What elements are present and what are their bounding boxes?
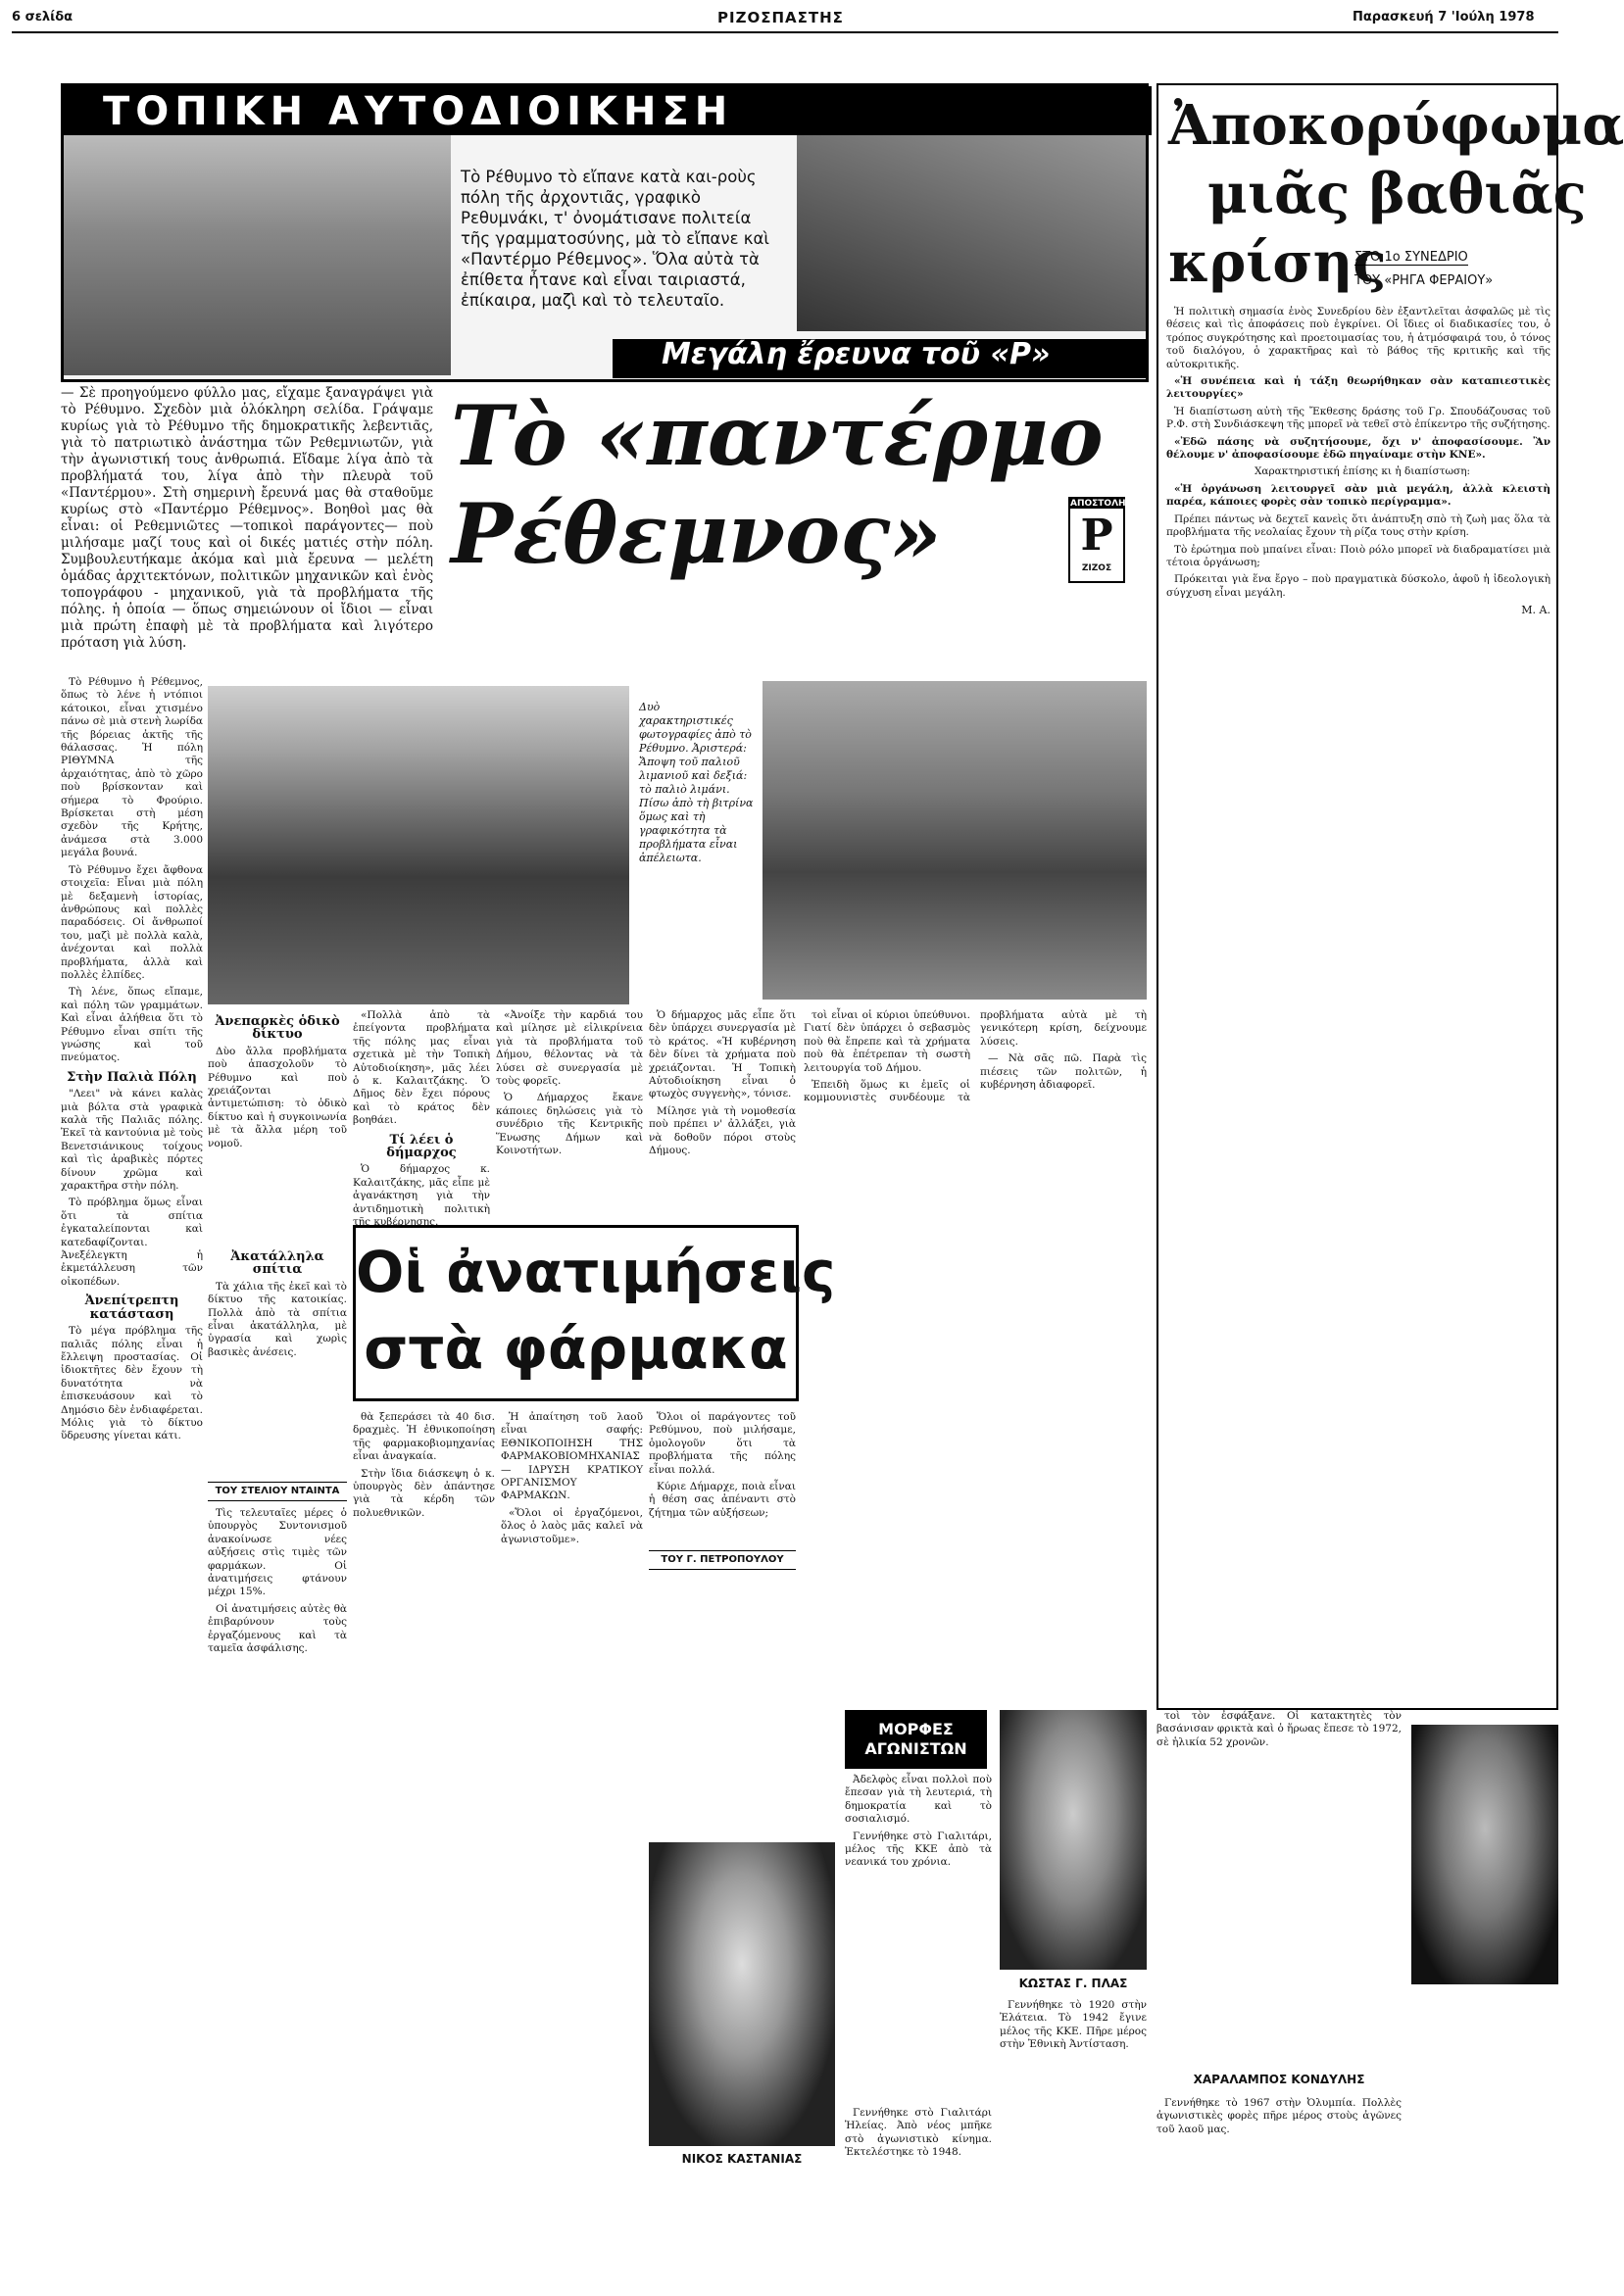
col2-paragraph: Τὰ χάλια τῆς ἐκεῖ καὶ τὸ δίκτυο τῆς κατοικίας. Πολλὰ ἀπὸ τὰ σπίτια εἶναι ἀκατάλληλα, μὲ ὑγρασία καὶ χωρὶς βασικὲς ἀνέσεις.: [208, 1280, 347, 1358]
fighters-banner: [845, 1710, 987, 1769]
byline-mid: [649, 1550, 796, 1570]
drug-col2-paragraph: Στὴν ἴδια διάσκεψη ὁ κ. ὑπουργὸς δὲν ἀπάντησε γιὰ τὰ κέρδη τῶν πολυεθνικῶν.: [353, 1467, 495, 1519]
name-nikos-kastanias: ΝΙΚΟΣ ΚΑΣΤΑΝΙΑΣ: [681, 2152, 803, 2166]
drug-column-1: [208, 1507, 347, 2278]
badge-letter: Ρ: [1080, 511, 1113, 561]
drug-col4-paragraph: Ὅλοι οἱ παράγοντες τοῦ Ρεθύμνου, ποὺ μιλήσαμε, ὁμολογοῦν ὅτι τὰ προβλήματα τῆς πόλης εἶναι πολλά.: [649, 1411, 796, 1476]
header-rule: [12, 31, 1558, 33]
fighters-paragraph: Ἀδελφὸς εἶναι πολλοὶ ποὺ ἔπεσαν γιὰ τὴ λευτεριά, τὴ δημοκρατία καὶ τὸ σοσιαλισμό.: [845, 1774, 992, 1826]
headline-line-2: Ρέθεμνος»: [451, 485, 942, 582]
col1-paragraph: Τὸ Ρέθυμνο ἡ Ρέθεμνος, ὅπως τὸ λένε ἡ ντόπιοι κάτοικοι, εἶναι χτισμένο πάνω σὲ μιὰ στενὴ λωρίδα τῆς βόρειας ἀκτῆς τῆς θάλασσας. Ἡ πόλη ΡΙΘΥΜΝΑ τῆς ἀρχαιότητας, ἀπὸ τὸ χῶρο ποὺ βρίσκονταν καὶ σήμερα τὸ Φρούριο. Βρίσκεται στὴ μέση σχεδὸν τῆς Κρήτης, ἀνάμεσα στὰ 3.000 μεγάλα βουνά.: [61, 676, 203, 859]
badge-bottom: ΖΙΖΟΣ: [1081, 563, 1112, 573]
drug-headline-box: [353, 1225, 836, 1401]
section-title-text: ΤΟΠΙΚΗ ΑΥΤΟΔΙΟΙΚΗΣΗ: [103, 89, 734, 134]
sidebar-subtitle-2: ΤΟΥ «ΡΗΓΑ ΦΕΡΑΙΟΥ»: [1354, 273, 1494, 288]
col3-paragraph: Ὁ δήμαρχος κ. Καλαιτζάκης, μᾶς εἶπε μὲ ἀγανάκτηση γιὰ τὴν ἀντιδημοτικὴ πολιτικὴ τῆς κυβέρνησης.: [353, 1163, 490, 1229]
header-bar: [12, 6, 1558, 31]
fighters-bio: Γεννήθηκε τὸ 1967 στὴν Ὀλυμπία. Πολλὲς ἀγωνιστικὲς φορὲς πῆρε μέρος στοὺς ἀγῶνες τοῦ λαοῦ μας.: [1156, 2097, 1402, 2135]
article-column-4: [496, 1009, 643, 1225]
main-headline: [441, 387, 1147, 593]
banner-intro: [461, 167, 784, 314]
name-charalampos-kondylis: ΧΑΡΑΛΑΜΠΟΣ ΚΟΝΔΥΛΗΣ: [1193, 2073, 1365, 2086]
fighters-paragraph: Γεννήθηκε στὸ Γιαλιτάρι, μέλος τῆς ΚΚΕ ἀπὸ τὰ νεανικά του χρόνια.: [845, 1830, 992, 1869]
col2-subheading: Ἀνεπαρκὲς ὁδικὸ δίκτυο: [215, 1014, 340, 1043]
portrait-kostas-plas: [1000, 1710, 1147, 1970]
bio-nikos-kastanias: [845, 2107, 992, 2278]
headline-line-1: Τὸ «παντέρμο: [451, 387, 1104, 484]
drug-headline-line-2: στὰ φάρμακα: [364, 1315, 788, 1382]
sidebar-paragraph: Τὸ ἐρώτημα ποὺ μπαίνει εἶναι: Ποιὸ ρόλο μπορεῖ νὰ διαδραματίσει μιὰ τέτοια ὀργάνωση;: [1166, 543, 1550, 568]
drug-col3-paragraph: Ἡ ἀπαίτηση τοῦ λαοῦ εἶναι σαφής: ΕΘΝΙΚΟΠΟΙΗΣΗ ΤΗΣ ΦΑΡΜΑΚΟΒΙΟΜΗΧΑΝΙΑΣ — ΙΔΡΥΣΗ ΚΡΑΤΙΚΟΥ ΟΡΓΑΝΙΣΜΟΥ ΦΑΡΜΑΚΩΝ.: [501, 1411, 643, 1502]
drug-col1-paragraph: Οἱ ἀνατιμήσεις αὐτὲς θὰ ἐπιβαρύνουν τοὺς ἐργαζόμενους καὶ τὰ ταμεῖα ἀσφάλισης.: [208, 1602, 347, 1655]
byline-left: [208, 1482, 347, 1501]
banner-photo-right: [797, 135, 1146, 331]
col1-paragraph: Τὸ Ρέθυμνο ἔχει ἄφθονα στοιχεῖα: Εἶναι μιὰ πόλη μὲ δεξαμενὴ ἱστορίας, ἀνθρώπους καὶ πολλὲς παραδόσεις. Οἱ ἄνθρωποί του, μαζὶ μὲ πολλὰ καλὰ, ἀνέχονται καὶ πολλὰ προβλήματα, ἀλλὰ καὶ πολλὲς ἐλπίδες.: [61, 863, 203, 981]
portrait-nikos-kastanias: [649, 1842, 835, 2146]
sidebar-signature: Μ. Α.: [1521, 604, 1550, 617]
drug-col3-paragraph: «Ὅλοι οἱ ἐργαζόμενοι, ὅλος ὁ λαὸς μᾶς καλεῖ νὰ ἀγωνιστοῦμε».: [501, 1506, 643, 1545]
drug-headline-line-1: Οἱ ἀνατιμήσεις: [356, 1239, 836, 1305]
sidebar-body: [1166, 306, 1550, 1697]
col1-paragraph: Τὴ λένε, ὅπως εἴπαμε, καὶ πόλη τῶν γραμμάτων. Καὶ εἶναι ἀλήθεια ὅτι τὸ Ρέθυμνο εἶναι σπίτι τῆς γνώσης καὶ τοῦ πνεύματος.: [61, 986, 203, 1064]
sidebar-paragraph: Ἡ πολιτικὴ σημασία ἑνὸς Συνεδρίου δὲν ἐξαντλεῖται ἀσφαλῶς μὲ τὶς θέσεις καὶ τὶς ἀποφάσεις ποὺ ἐγκρίνει. Οἱ ἴδιες οἱ διαδικασίες του, ὁ τρόπος συγκρότησης καὶ προετοιμασίας του, ἡ ἀτμόσφαιρά του, ὁ τόνος τοῦ διαλόγου, ὁ χαρακτῆρας καὶ τὸ βάθος τῆς κριτικῆς καὶ τῆς αὐτοκριτικῆς.: [1166, 306, 1550, 370]
col1-paragraph: Τὸ μέγα πρόβλημα τῆς παλιᾶς πόλης εἶναι ἡ ἔλλειψη προστασίας. Οἱ ἰδιοκτῆτες δὲν ἔχουν τὴ δυνατότητα νὰ ἐπισκευάσουν καὶ τὸ Δημόσιο δὲν ἐνδιαφέρεται. Μόλις γιὰ τὸ δίκτυο ὕδρευσης γίνεται κάτι.: [61, 1325, 203, 1442]
fighters-bio: Γεννήθηκε τὸ 1920 στὴν Ἐλάτεια. Τὸ 1942 ἔγινε μέλος τῆς ΚΚΕ. Πῆρε μέρος στὴν Ἐθνικὴ Ἀντίσταση.: [1000, 1999, 1147, 2051]
col1-subheading: Ἀνεπίτρεπτη κατάσταση: [84, 1294, 179, 1322]
sidebar-subtitle-1: ΣΤΟ 1ο ΣΥΝΕΔΡΙΟ: [1354, 250, 1468, 265]
col1-paragraph: "Λεει" νὰ κάνει καλὰς μιὰ βόλτα στὰ γραφικὰ καλὰ τῆς Παλιᾶς πόλης. Ἐκεῖ τὰ καντούνια μὲ τοὺς Βενετσιάνικους τοίχους καὶ τὶς ἀραβικὲς πόρτες δίνουν χρῶμα καὶ χαρακτῆρα στὴν πόλη.: [61, 1088, 203, 1193]
drug-col2-paragraph: θὰ ξεπεράσει τὰ 40 δισ. δραχμὲς. Ἡ ἐθνικοποίηση τῆς φαρμακοβιομηχανίας εἶναι ἀναγκαία.: [353, 1411, 495, 1463]
photo-harbor-right: [763, 681, 1147, 1000]
sidebar-quote: «Ἐδῶ πάσης νὰ συζητήσουμε, ὄχι ν' ἀποφασίσουμε. Ἂν θέλουμε ν' ἀποφασίσουμε ἐδῶ πηγαίναμε στὴν ΚΝΕ».: [1166, 435, 1550, 462]
col5-paragraph: Ὁ δήμαρχος μᾶς εἶπε ὅτι δὲν ὑπάρχει συνεργασία μὲ τὸ κράτος. «Ἡ κυβέρνηση δὲν δίνει τὰ χρήματα ποὺ χρειάζονται. Ἡ Τοπικὴ Αὐτοδιοίκηση εἶναι ὁ φτωχὸς συγγενὴς», τόνισε.: [649, 1009, 796, 1100]
article-column-6: [804, 1009, 1147, 1558]
article-column-3: [353, 1009, 490, 1229]
portrait-charalampos-kondylis: [1411, 1725, 1558, 1984]
byline-mid-text: ΤΟΥ Γ. ΠΕΤΡΟΠΟΥΛΟΥ: [661, 1554, 784, 1565]
sidebar-title-1: Ἀποκορύφωμα: [1168, 93, 1624, 158]
section-banner: [61, 83, 1149, 382]
col1-subheading: Στὴν Παλιὰ Πόλη: [67, 1069, 197, 1085]
drug-column-3: [501, 1411, 643, 1734]
sidebar-paragraph: Πρέπει πάντως νὰ δεχτεῖ κανεὶς ὅτι ἀνάπτυξη σπὸ τὴ ζωὴ μας ὅλα τὰ προβλήματα τῆς νεολαίας ἔχουν τὴ ρίζα τους στὴν κρίση.: [1166, 513, 1550, 539]
col4-paragraph: «Ἀνοίξε τὴν καρδιά του καὶ μίλησε μὲ εἰλικρίνεια γιὰ τὰ προβλήματα τοῦ Δήμου, θέλοντας νὰ τὰ λύσει σὲ συνεργασία μὲ τοὺς φορεῖς.: [496, 1009, 643, 1088]
byline-left-text: ΤΟΥ ΣΤΕΛΙΟΥ ΝΤΑΙΝΤΑ: [215, 1486, 340, 1496]
fighters-paragraph: τοὶ τὸν ἐσφάξανε. Οἱ κατακτητὲς τὸν βασάνισαν φρικτὰ καὶ ὁ ἥρωας ἔπεσε τὸ 1972, σὲ ἡλικία 52 χρονῶν.: [1156, 1710, 1402, 1748]
col4-paragraph: Ὁ Δήμαρχος ἔκανε κάποιες δηλώσεις γιὰ τὸ συνέδριο τῆς Κεντρικῆς Ἕνωσης Δήμων καὶ Κοινοτήτων.: [496, 1092, 643, 1157]
article-column-1: [61, 676, 203, 2278]
drug-column-2: [353, 1411, 495, 2278]
col6-paragraph: τοὶ εἶναι οἱ κύριοι ὑπεύθυνοι. Γιατί δὲν ὑπάρχει ὁ σεβασμὸς ποὺ θὰ ἔπρεπε καὶ τὰ χρήματα ποὺ θὰ ἐπέτρεπαν τὴ σωστὴ λειτουργία τοῦ Δήμου.: [804, 1009, 970, 1074]
badge-top: ΑΠΟΣΤΟΛΗ: [1070, 499, 1126, 509]
banner-intro-text: Τὸ Ρέθυμνο τὸ εἴπανε κατὰ και-ροὺς πόλη τῆς ἀρχοντιᾶς, γραφικὸ Ρεθυμνάκι, τ' ὀνομάτισανε πολιτεία τῆς γραμματοσύνης, μὰ τὸ εἴπανε καὶ «Παντέρμο Ρέθεμνος». Ὅλα αὐτὰ τὰ ἐπίθετα ἦτανε καὶ εἶναι ταιριαστά, ἐπίκαιρα, μαζὶ καὶ τὸ τελευταῖο.: [461, 168, 769, 310]
bio-charalampos-kondylis: [1156, 2097, 1402, 2278]
fighters-bio: Γεννήθηκε στὸ Γιαλιτάρι Ἡλείας. Ἀπὸ νέος μπῆκε στὸ ἀγωνιστικὸ κίνημα. Ἐκτελέστηκε τὸ 1948.: [845, 2107, 992, 2159]
sidebar-quote: «Ἡ ὀργάνωση λειτουργεῖ σὰν μιὰ μεγάλη, ἀλλὰ κλειστὴ παρέα, κάποιες φορὲς σὰν τοπικὸ περίγραμμα».: [1166, 482, 1550, 509]
article-column-5: [649, 1009, 796, 1225]
sidebar-title-2: μιᾶς βαθιᾶς: [1207, 162, 1587, 226]
sidebar-title-3: κρίσης: [1168, 230, 1387, 295]
lead-paragraph: [61, 385, 433, 669]
drug-col4-paragraph: Κύριε Δήμαρχε, ποιὰ εἶναι ἡ θέση σας ἀπέναντι στὸ ζήτημα τῶν αὐξήσεων;: [649, 1481, 796, 1519]
banner-photo-left: [64, 135, 451, 375]
sidebar-paragraph: Πρόκειται γιὰ ἕνα ἔργο – ποὺ πραγματικὰ δύσκολο, ἀφοῦ ἡ ἰδεολογικὴ σύγχυση εἶναι μεγάλη.: [1166, 573, 1550, 599]
photo-caption: [639, 701, 757, 921]
fighters-banner-text: ΜΟΡΦΕΣ ΑΓΩΝΙΣΤΩΝ: [864, 1720, 967, 1758]
fighters-continued: [1156, 1710, 1402, 1774]
col6-paragraph: — Νὰ σᾶς πῶ. Παρὰ τὶς πιέσεις τῶν πολιτῶν, ἡ κυβέρνηση ἀδιαφορεῖ.: [980, 1052, 1147, 1092]
dispatch-badge: [1068, 497, 1125, 583]
bio-kostas-plas: [1000, 1999, 1147, 2278]
drug-col1-paragraph: Τὶς τελευταῖες μέρες ὁ ὑπουργὸς Συντονισμοῦ ἀνακοίνωσε νέες αὐξήσεις στὶς τιμὲς τῶν φαρμάκων. Οἱ ἀνατιμήσεις φτάνουν μέχρι 15%.: [208, 1507, 347, 1598]
article-column-2: [208, 1009, 347, 1245]
sidebar-paragraph: Ἡ διαπίστωση αὐτὴ τῆς Ἔκθεσης δράσης τοῦ Γρ. Σπουδάζουσας τοῦ Ρ.Φ. στὴ Συνδιάσκεψη τῆς μπορεῖ νὰ τεθεῖ στὸ ἐπίκεντρο τῆς συζήτησης.: [1166, 405, 1550, 431]
col2-subheading: Ἀκατάλληλα σπίτια: [230, 1249, 324, 1278]
col6-paragraph: Ἐπειδὴ ὅμως κι ἐμεῖς οἱ κομμουνιστὲς συνδέουμε τὰ προβλήματα αὐτὰ μὲ τὴ γενικότερη κρίση, δείχνουμε λύσεις.: [804, 1009, 1147, 1104]
sidebar-quote: «Ἡ συνέπεια καὶ ἡ τάξη θεωρήθηκαν σὰν καταπιεστικὲς λειτουργίες»: [1166, 375, 1550, 401]
col3-paragraph: «Πολλὰ ἀπὸ τὰ ἐπείγοντα προβλήματα τῆς πόλης μας εἶναι σχετικὰ μὲ τὴν Τοπικὴ Αὐτοδιοίκηση», μᾶς λέει ὁ κ. Καλαιτζάκης. Ὁ Δῆμος δὲν ἔχει πόρους καὶ τὸ κράτος δὲν βοηθάει.: [353, 1009, 490, 1127]
page-number: 6 σελίδα: [12, 10, 74, 24]
name-kostas-plas: ΚΩΣΤΑΣ Γ. ΠΛΑΣ: [1018, 1977, 1128, 1990]
fighters-intro: [845, 1774, 992, 2028]
banner-strap-text: Μεγάλη ἔρευνα τοῦ «Ρ»: [662, 337, 1051, 371]
sidebar-article: [1156, 83, 1624, 1710]
col1-paragraph: Τὸ πρόβλημα ὅμως εἶναι ὅτι τὰ σπίτια ἐγκαταλείπονται καὶ κατεδαφίζονται. Ἀνεξέλεγκτη ἡ ἐκμετάλλευση τῶν οἰκοπέδων.: [61, 1197, 203, 1288]
lead-paragraph-text: — Σὲ προηγούμενο φύλλο μας, εἴχαμε ξαναγράψει γιὰ τὸ Ρέθυμνο. Σχεδὸν μιὰ ὁλόκληρη σελίδα. Γράψαμε κυρίως γιὰ τὸ Ρέθυμνο τῆς δημοκρατικῆς λεβεντιᾶς, γιὰ τὸ πατριωτικὸ ἀνάστημα τῶν Ρεθεμνιωτῶν, γιὰ τὴν ἀγωνιστική τους ἀνθρωπιά. Εἴδαμε λίγα ἀπὸ τὰ προβλήματά του, λίγα ἀπὸ τὴν πλευρὰ τοῦ «Παντέρμου». Στὴ σημερινὴ ἔρευνά μας θὰ σταθοῦμε κυρίως στὸ «Παντέρμο Ρέθεμνος». Βοηθοὶ μας θὰ εἶναι: οἱ Ρεθεμνιῶτες —τοπικοὶ παράγοντες— ποὺ μιλήσαμε μαζί τους καὶ οἱ δικές ματιές στὴν πόλη. Συμβουλευτήκαμε ἀκόμα καὶ μιὰ ἔρευνα — μελέτη ὁμάδας ἀρχιτεκτόνων, πολιτικῶν μηχανικῶν καὶ ἑνὸς τοπογράφου - μηχανικοῦ, γιὰ τὰ προβλήματα τῆς πόλης. ἡ ὁποία — ὅπως σημειώνουν οἱ ἴδιοι — εἶναι μιὰ πρώτη ἐπαφὴ μὲ τὰ προβλήματα καὶ λιγότερο πρόταση γιὰ λύση.: [61, 385, 433, 651]
masthead: ΡΙΖΟΣΠΑΣΤΗΣ: [717, 9, 844, 26]
col2-paragraph: Δὺο ἄλλα προβλήματα ποὺ ἀπασχολοῦν τὸ Ρέθυμνο καὶ ποὺ χρειάζονται ἀντιμετώπιση: τὸ ὁδικὸ δίκτυο καὶ ἡ συγκοινωνία μὲ τὰ ἄλλα μέρη τοῦ νομοῦ.: [208, 1045, 347, 1149]
col3-subheading: Τί λέει ὁ δήμαρχος: [386, 1132, 457, 1161]
drug-column-4: [649, 1411, 796, 1543]
photo-old-harbor: [208, 686, 629, 1004]
issue-date: Παρασκευή 7 'Ιούλη 1978: [1353, 10, 1535, 24]
col5-paragraph: Μίλησε γιὰ τὴ νομοθεσία ποὺ πρέπει ν' ἀλλάξει, γιὰ νὰ δοθοῦν πόροι στοὺς Δήμους.: [649, 1104, 796, 1157]
sidebar-paragraph: Χαρακτηριστική ἐπίσης κι ἡ διαπίστωση:: [1254, 465, 1471, 478]
article-column-2b: [208, 1245, 347, 1480]
photo-caption-text: Δυὸ χαρακτηριστικές φωτογραφίες ἀπὸ τὸ Ρέθυμνο. Ἀριστερά: Ἄποψη τοῦ παλιοῦ λιμανιοῦ καὶ δεξιά: τὸ παλιὸ λιμάνι. Πίσω ἀπὸ τὴ βιτρίνα ὅμως καὶ τὴ γραφικότητα τὰ προβλήματα εἶναι ἀπέλειωτα.: [639, 701, 754, 864]
